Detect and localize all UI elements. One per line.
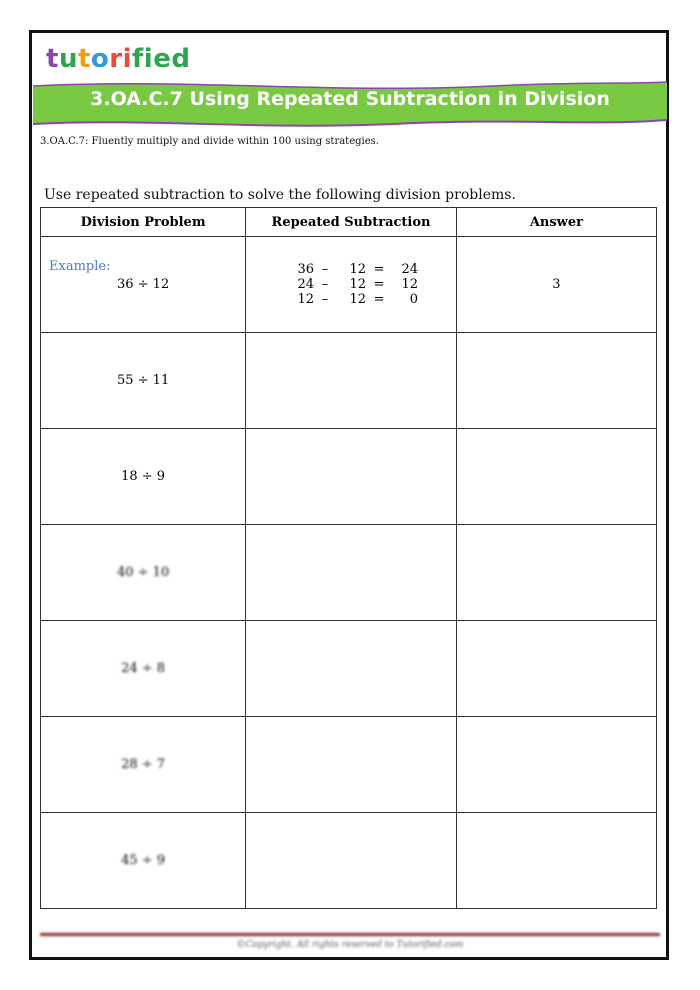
subtraction-step [284,262,418,277]
title-banner [33,80,667,132]
example-steps-cell [246,237,457,333]
header-answer: Answer [456,208,656,237]
subtraction-step [284,277,418,292]
answer-space[interactable] [456,813,656,909]
step-subtrahend: 12 [349,262,367,277]
problem-cell: 24 ÷ 8 [41,621,246,717]
table-header-row [41,208,657,237]
step-equals: = [373,262,385,277]
logo-letter: fied [132,44,191,74]
subtraction-answer-space[interactable] [246,717,457,813]
header-repeated-subtraction: Repeated Subtraction [246,208,457,237]
table-row [41,525,657,621]
repeated-subtraction-steps [284,262,418,307]
answer-space[interactable] [456,717,656,813]
problem-cell: 55 ÷ 11 [41,333,246,429]
step-minuend: 36 [297,262,315,277]
example-label: Example: [49,259,111,274]
table-row [41,621,657,717]
instructions-text: Use repeated subtraction to solve the following division problems. [44,187,516,203]
step-equals: = [373,292,385,307]
step-subtrahend: 12 [349,292,367,307]
subtraction-answer-space[interactable] [246,813,457,909]
logo-letter: t [77,44,91,74]
table-row [41,429,657,525]
subtraction-answer-space[interactable] [246,621,457,717]
tutorified-logo [46,44,190,74]
step-result: 0 [409,292,419,307]
step-minuend: 24 [297,277,315,292]
subtraction-answer-space[interactable] [246,333,457,429]
division-table [40,207,657,909]
logo-letter: o [90,44,110,74]
problem-cell: 45 ÷ 9 [41,813,246,909]
step-subtrahend: 12 [349,277,367,292]
step-result: 24 [401,262,419,277]
logo-letter: t [46,44,59,74]
example-problem-cell [41,237,246,333]
step-operator: – [321,262,329,277]
footer-divider [40,933,660,936]
step-operator: – [321,277,329,292]
problem-cell: 28 ÷ 7 [41,717,246,813]
answer-space[interactable] [456,429,656,525]
copyright-footer: ©Copyright. All rights reserved to Tutorified.com [236,940,464,950]
logo-letter: u [58,44,78,74]
table-row [41,333,657,429]
answer-space[interactable] [456,333,656,429]
standard-description: 3.OA.C.7: Fluently multiply and divide within 100 using strategies. [40,136,379,147]
step-equals: = [373,277,385,292]
problem-cell: 18 ÷ 9 [41,429,246,525]
table-row [41,813,657,909]
worksheet-title: 3.OA.C.7 Using Repeated Subtraction in Division [90,88,610,110]
answer-space[interactable] [456,621,656,717]
logo-letter: ri [109,44,132,74]
step-operator: – [321,292,329,307]
header-division-problem: Division Problem [41,208,246,237]
step-minuend: 12 [297,292,315,307]
example-row [41,237,657,333]
example-problem: 36 ÷ 12 [116,277,170,292]
subtraction-answer-space[interactable] [246,525,457,621]
table-row [41,717,657,813]
subtraction-answer-space[interactable] [246,429,457,525]
subtraction-step [284,292,418,307]
problem-cell: 40 ÷ 10 [41,525,246,621]
answer-space[interactable] [456,525,656,621]
example-answer-cell: 3 [456,237,656,333]
step-result: 12 [401,277,419,292]
